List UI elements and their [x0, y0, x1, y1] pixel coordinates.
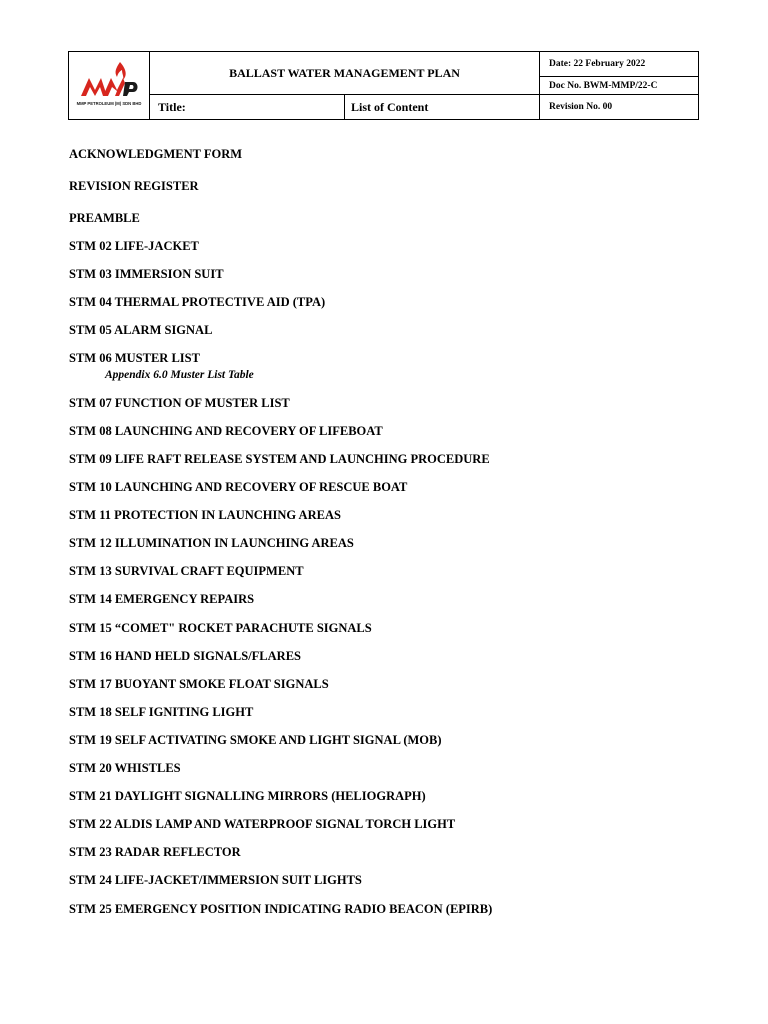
document-header — [68, 51, 699, 120]
date-field: Date: 22 February 2022 — [540, 52, 699, 77]
toc-entry: STM 14 EMERGENCY REPAIRS — [69, 592, 255, 606]
toc-entry: STM 06 MUSTER LIST — [69, 351, 200, 365]
toc-entry: STM 15 “COMET" ROCKET PARACHUTE SIGNALS — [69, 621, 372, 635]
toc-entry: STM 10 LAUNCHING AND RECOVERY OF RESCUE BOAT — [69, 480, 408, 494]
title-value: List of Content — [345, 95, 540, 120]
toc-entry: STM 08 LAUNCHING AND RECOVERY OF LIFEBOAT — [69, 424, 383, 438]
toc-entry: STM 25 EMERGENCY POSITION INDICATING RADIO BEACON (EPIRB) — [69, 902, 493, 916]
toc-entry: STM 19 SELF ACTIVATING SMOKE AND LIGHT SIGNAL (MOB) — [69, 733, 442, 747]
toc-entry: STM 20 WHISTLES — [69, 761, 181, 775]
toc-entry: STM 22 ALDIS LAMP AND WATERPROOF SIGNAL TORCH LIGHT — [69, 817, 456, 831]
toc-entry: STM 05 ALARM SIGNAL — [69, 323, 213, 337]
toc-sub-entry: Appendix 6.0 Muster List Table — [105, 369, 254, 381]
svg-text:MMP PETROLEUM (M) SDN BHD: MMP PETROLEUM (M) SDN BHD — [76, 100, 142, 106]
plan-title: BALLAST WATER MANAGEMENT PLAN — [150, 52, 540, 95]
toc-entry: STM 04 THERMAL PROTECTIVE AID (TPA) — [69, 295, 326, 309]
doc-number-field: Doc No. BWM-MMP/22-C — [540, 77, 699, 95]
revision-field: Revision No. 00 — [540, 95, 699, 120]
toc-entry: STM 07 FUNCTION OF MUSTER LIST — [69, 396, 290, 410]
toc-entry: STM 18 SELF IGNITING LIGHT — [69, 705, 254, 719]
title-label: Title: — [150, 95, 345, 120]
company-logo — [69, 52, 150, 120]
toc-entry: PREAMBLE — [69, 211, 140, 225]
toc-entry: STM 09 LIFE RAFT RELEASE SYSTEM AND LAUNCHING PROCEDURE — [69, 452, 490, 466]
mmp-logo-icon — [76, 58, 142, 114]
toc-entry: STM 17 BUOYANT SMOKE FLOAT SIGNALS — [69, 677, 329, 691]
toc-entry: STM 11 PROTECTION IN LAUNCHING AREAS — [69, 508, 341, 522]
toc-entry: ACKNOWLEDGMENT FORM — [69, 147, 243, 161]
toc-entry: REVISION REGISTER — [69, 179, 199, 193]
toc-entry: STM 23 RADAR REFLECTOR — [69, 845, 241, 859]
toc-entry: STM 21 DAYLIGHT SIGNALLING MIRRORS (HELIOGRAPH) — [69, 789, 426, 803]
toc-entry: STM 24 LIFE-JACKET/IMMERSION SUIT LIGHTS — [69, 873, 362, 887]
toc-entry: STM 16 HAND HELD SIGNALS/FLARES — [69, 649, 301, 663]
toc-entry: STM 02 LIFE-JACKET — [69, 239, 199, 253]
toc-entry: STM 13 SURVIVAL CRAFT EQUIPMENT — [69, 564, 304, 578]
toc-entry: STM 03 IMMERSION SUIT — [69, 267, 224, 281]
toc-entry: STM 12 ILLUMINATION IN LAUNCHING AREAS — [69, 536, 354, 550]
